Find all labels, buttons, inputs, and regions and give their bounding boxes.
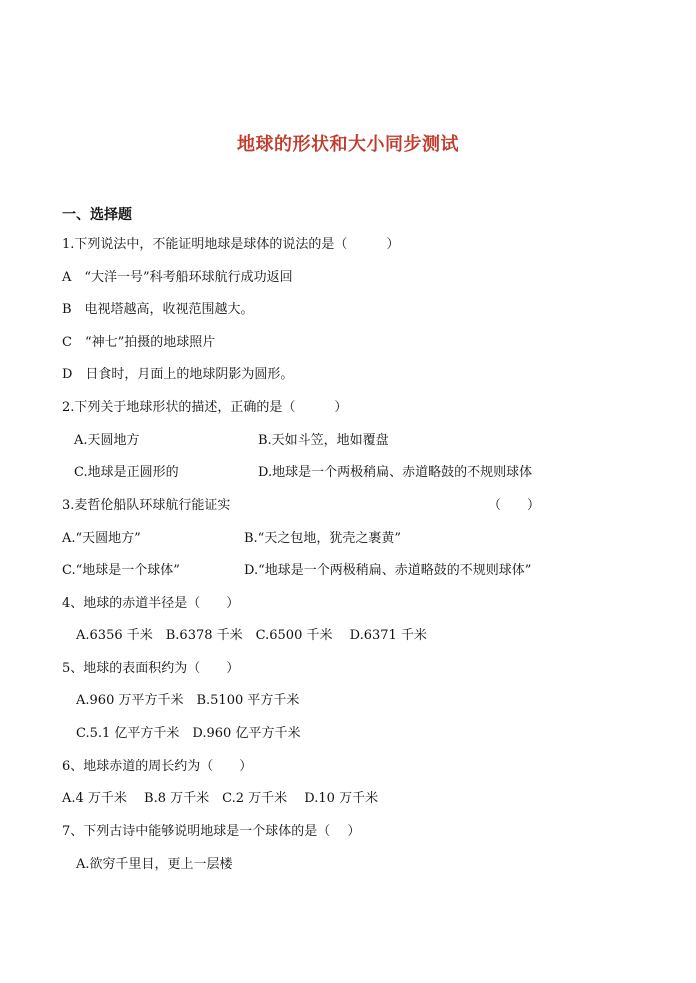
question-1-option-b: B 电视塔越高，收视范围越大。 — [62, 302, 254, 317]
question-5-options-ab: A.960 万平方千米 B.5100 平方千米 — [76, 693, 300, 708]
question-2-stem: 2.下列关于地球形状的描述，正确的是（ ） — [62, 400, 348, 415]
question-1-stem: 1.下列说法中，不能证明地球是球体的说法的是（ ） — [62, 237, 400, 252]
section-heading: 一、选择题 — [62, 207, 132, 223]
question-3-stem: 3.麦哲伦船队环球航行能证实 — [62, 498, 231, 513]
question-3-option-a: A.“天圆地方” — [62, 531, 141, 546]
question-6-options: A.4 万千米 B.8 万千米 C.2 万千米 D.10 万千米 — [62, 791, 379, 806]
question-2-option-c: C.地球是正圆形的 — [74, 465, 179, 480]
question-3-option-b: B.“天之包地，犹壳之裹黄” — [244, 531, 401, 546]
question-7-option-a: A.欲穷千里目，更上一层楼 — [76, 857, 233, 872]
question-2-option-d: D.地球是一个两极稍扁、赤道略鼓的不规则球体 — [258, 465, 533, 480]
question-7-stem: 7、下列古诗中能够说明地球是一个球体的是（ ） — [62, 824, 361, 839]
question-3-option-c: C.“地球是一个球体” — [62, 563, 180, 578]
question-1-option-c: C “神七”拍摄的地球照片 — [62, 335, 216, 350]
question-4-options: A.6356 千米 B.6378 千米 C.6500 千米 D.6371 千米 — [76, 628, 427, 643]
question-1-option-a: A “大洋一号”科考船环球航行成功返回 — [62, 270, 293, 285]
question-6-stem: 6、地球赤道的周长约为（ ） — [62, 759, 253, 774]
question-5-options-cd: C.5.1 亿平方千米 D.960 亿平方千米 — [76, 726, 301, 741]
question-4-stem: 4、地球的赤道半径是（ ） — [62, 596, 240, 611]
question-2-option-b: B.天如斗笠，地如覆盘 — [258, 433, 389, 448]
question-3-answer-paren: （ ） — [488, 498, 541, 513]
question-3-option-d: D.“地球是一个两极稍扁、赤道略鼓的不规则球体” — [244, 563, 532, 578]
question-5-stem: 5、地球的表面积约为（ ） — [62, 661, 240, 676]
question-2-option-a: A.天圆地方 — [74, 433, 140, 448]
question-1-option-d: D 日食时，月面上的地球阴影为圆形。 — [62, 367, 294, 382]
document-title: 地球的形状和大小同步测试 — [237, 134, 459, 155]
